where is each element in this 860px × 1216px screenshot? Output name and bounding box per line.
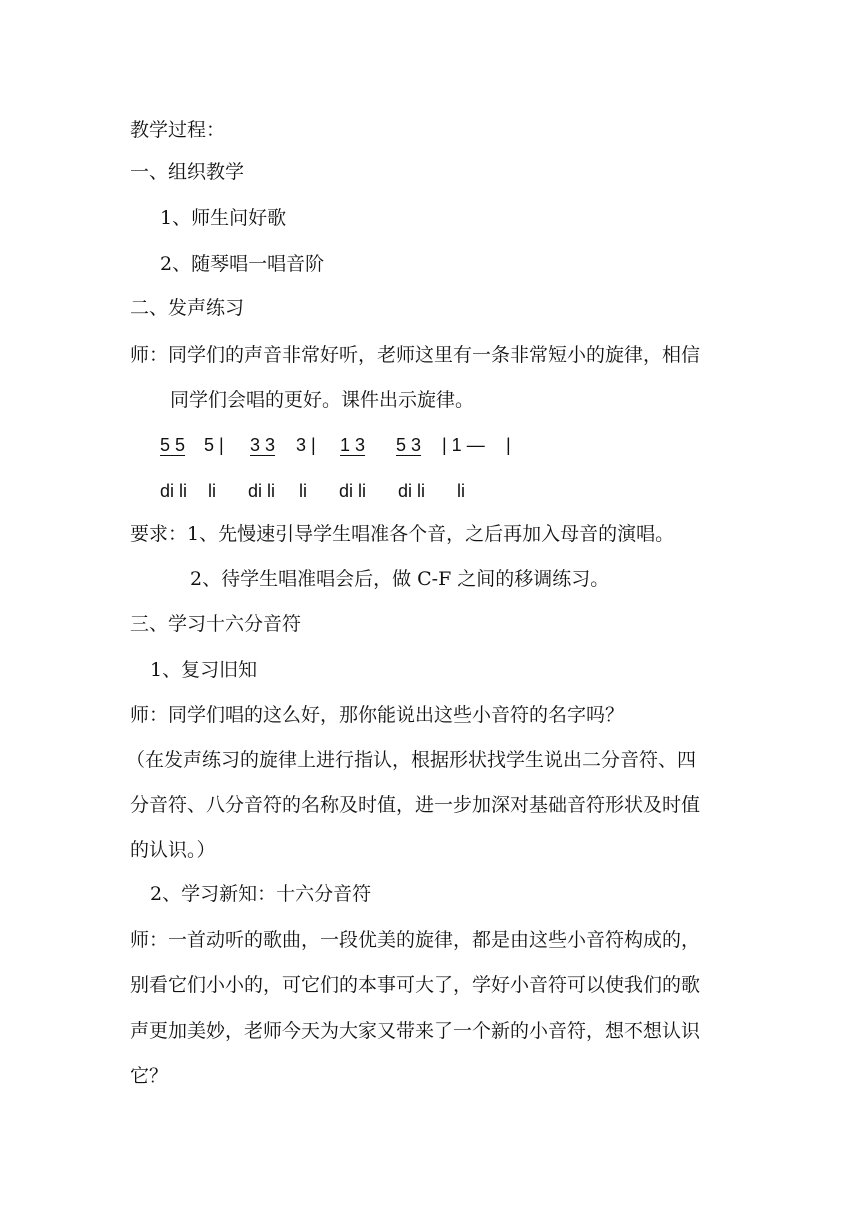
- section-3-paragraph-3-line-3: 声更加美妙，老师今天为大家又带来了一个新的小音符，想不想认识: [130, 1020, 701, 1042]
- lyric-syllable: di li: [398, 481, 426, 501]
- section-3-paragraph-3-line-4: 它？: [130, 1065, 169, 1087]
- section-2-paragraph-line-1: 师：同学们的声音非常好听，老师这里有一条非常短小的旋律，相信: [130, 344, 701, 366]
- section-2-paragraph-line-2: 同学们会唱的更好。课件出示旋律。: [170, 389, 475, 411]
- melody-barline: |: [506, 435, 511, 455]
- lyric-syllable: di li: [248, 481, 276, 501]
- section-3-title: 三、学习十六分音符: [130, 613, 302, 635]
- section-3-paragraph-3-line-1: 师：一首动听的歌曲，一段优美的旋律，都是由这些小音符构成的，: [130, 929, 701, 951]
- section-3-paragraph-1: 师：同学们唱的这么好，那你能说出这些小音符的名字吗？: [130, 704, 625, 726]
- lyric-syllable: li: [457, 481, 465, 501]
- melody-note-group: 5 5: [160, 435, 186, 455]
- requirement-line-2: 2、待学生唱准唱会后，做 C-F 之间的移调练习。: [190, 568, 610, 590]
- melody-lyrics: [160, 478, 560, 506]
- section-2-title: 二、发声练习: [130, 297, 245, 319]
- melody-note-group: 1 3: [340, 435, 366, 455]
- section-3-paragraph-3-line-2: 别看它们小小的，可它们的本事可大了，学好小音符可以使我们的歌: [130, 974, 701, 996]
- melody-note-group: 3 |: [296, 435, 316, 455]
- section-3-item-2: 2、学习新知：十六分音符: [150, 883, 372, 905]
- melody-notation: [160, 432, 560, 460]
- lyric-syllable: di li: [160, 481, 188, 501]
- melody-note-group: | 1 —: [442, 435, 485, 455]
- melody-note-group: 5 |: [204, 435, 224, 455]
- requirement-line-1: 要求：1、先慢速引导学生唱准各个音，之后再加入母音的演唱。: [130, 523, 675, 545]
- section-1-title: 一、组织教学: [130, 161, 245, 183]
- section-3-item-1: 1、复习旧知: [150, 659, 258, 681]
- section-3-paragraph-2-line-2: 分音符、八分音符的名称及时值，进一步加深对基础音符形状及时值: [130, 794, 701, 816]
- section-1-item-1: 1、师生问好歌: [160, 207, 287, 229]
- heading-teaching-process: 教学过程：: [130, 119, 226, 141]
- melody-note-group: 3 3: [250, 435, 276, 455]
- lyric-syllable: li: [299, 481, 307, 501]
- section-1-item-2: 2、随琴唱一唱音阶: [160, 253, 325, 275]
- lyric-syllable: li: [208, 481, 216, 501]
- lyric-syllable: di li: [339, 481, 367, 501]
- section-3-paragraph-2-line-1: （在发声练习的旋律上进行指认，根据形状找学生说出二分音符、四: [126, 749, 697, 771]
- melody-note-group: 5 3: [396, 435, 422, 455]
- section-3-paragraph-2-line-3: 的认识。）: [130, 839, 216, 861]
